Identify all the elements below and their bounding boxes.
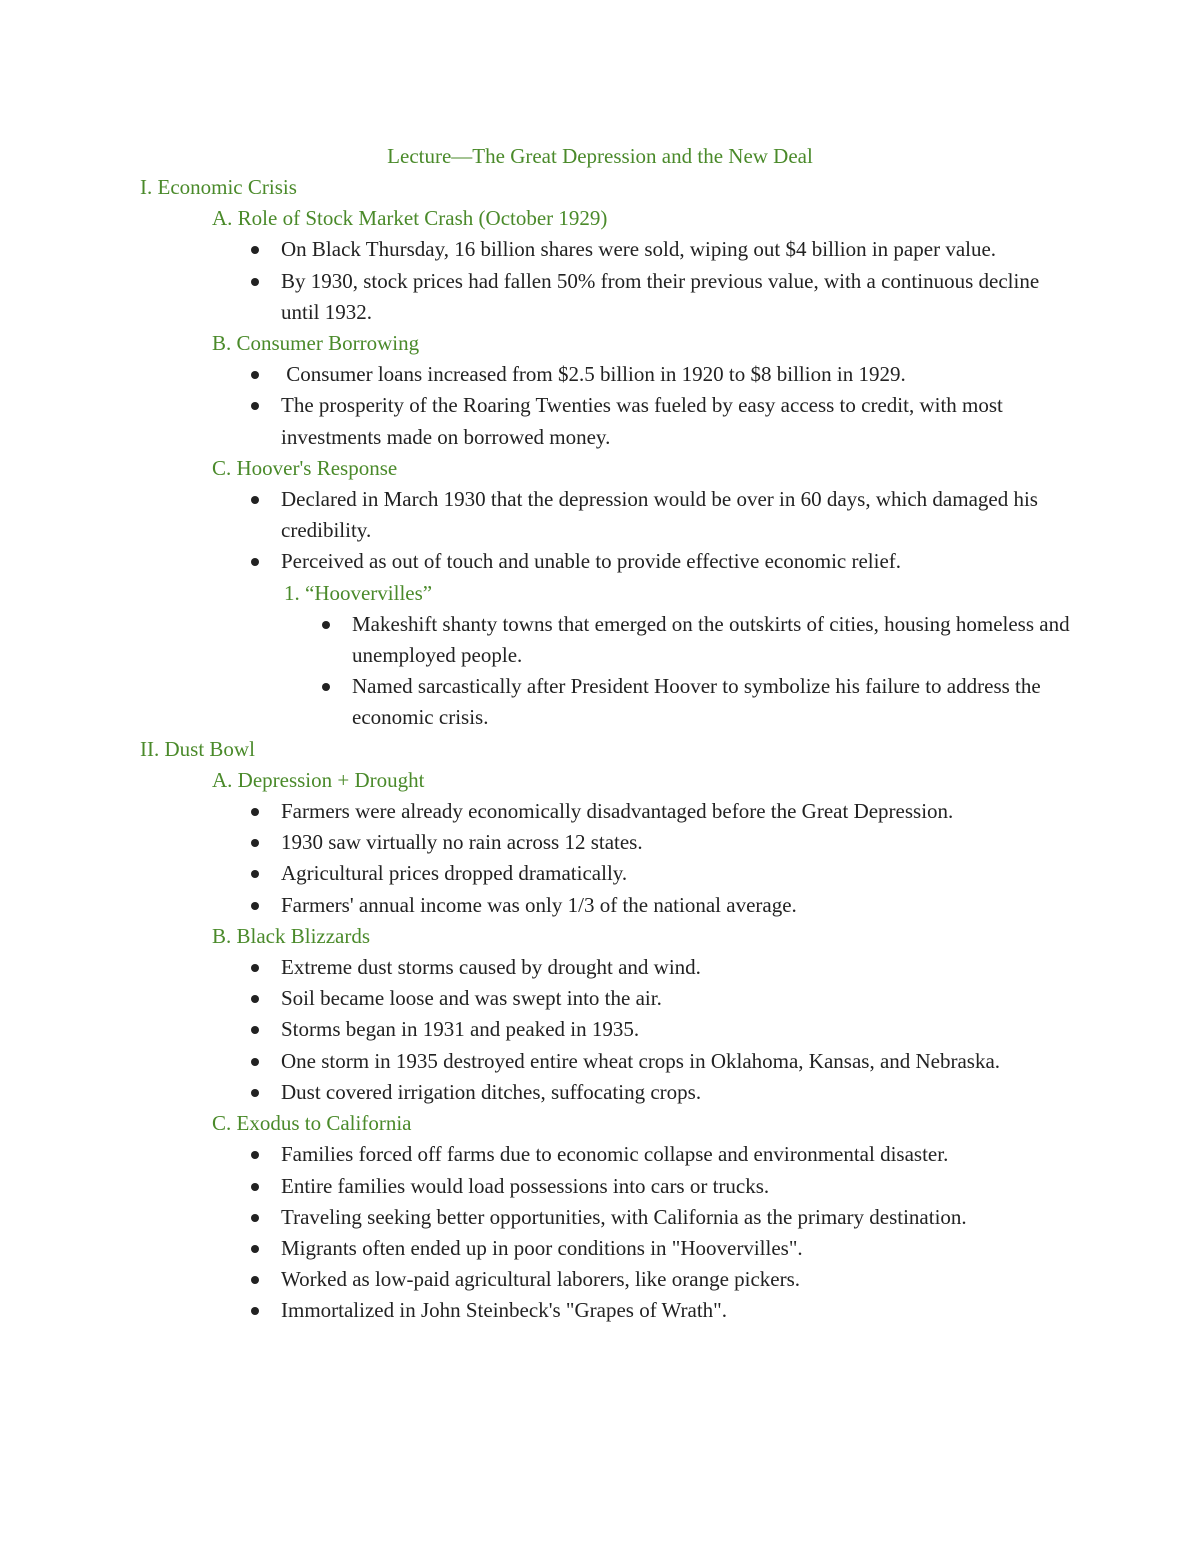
list-item: By 1930, stock prices had fallen 50% from their previous value, with a continuous decline until 1932. [140, 266, 1070, 328]
list-item: Immortalized in John Steinbeck's "Grapes of Wrath". [140, 1295, 1070, 1326]
list-item: Farmers were already economically disadvantaged before the Great Depression. [140, 796, 1070, 827]
list-item: Soil became loose and was swept into the air. [140, 983, 1070, 1014]
bullet-icon [251, 1245, 259, 1253]
section-economic-crisis [140, 172, 1070, 734]
list-item: Perceived as out of touch and unable to provide effective economic relief. [140, 546, 1070, 577]
page-title: Lecture—The Great Depression and the New Deal [387, 144, 813, 168]
bullet-icon [251, 558, 259, 566]
bullet-list [140, 609, 1070, 734]
bullet-icon [251, 1089, 259, 1097]
bullet-icon [251, 1151, 259, 1159]
bullet-icon [251, 1058, 259, 1066]
list-item: The prosperity of the Roaring Twenties was fueled by easy access to credit, with most investments made on borrowed money. [140, 390, 1070, 452]
subsection-heading: C. Exodus to California [212, 1111, 412, 1136]
bullet-icon [251, 964, 259, 972]
list-item: Agricultural prices dropped dramatically. [140, 858, 1070, 889]
list-item: One storm in 1935 destroyed entire wheat crops in Oklahoma, Kansas, and Nebraska. [140, 1046, 1070, 1077]
section-heading: II. Dust Bowl [140, 736, 255, 761]
subsection-heading: B. Consumer Borrowing [212, 331, 420, 356]
bullet-icon [251, 1276, 259, 1284]
bullet-icon [251, 1183, 259, 1191]
bullet-icon [251, 1026, 259, 1034]
section-heading: I. Economic Crisis [140, 175, 297, 199]
list-item: Declared in March 1930 that the depression would be over in 60 days, which damaged his credibility. [140, 484, 1070, 546]
list-item: Worked as low-paid agricultural laborers, like orange pickers. [140, 1264, 1070, 1295]
bullet-icon [251, 371, 259, 379]
list-item: Entire families would load possessions into cars or trucks. [140, 1171, 1070, 1202]
list-item: Farmers' annual income was only 1/3 of the national average. [140, 890, 1070, 921]
subsection-heading: B. Black Blizzards [212, 923, 371, 948]
bullet-list [140, 484, 1070, 578]
bullet-icon [251, 278, 259, 286]
bullet-icon [251, 995, 259, 1003]
list-item: Storms began in 1931 and peaked in 1935. [140, 1014, 1070, 1045]
bullet-list [140, 1139, 1070, 1326]
bullet-list [140, 359, 1070, 453]
subsection-heading: C. Hoover's Response [212, 455, 398, 480]
list-item: Migrants often ended up in poor conditions in "Hoovervilles". [140, 1233, 1070, 1264]
bullet-icon [322, 683, 330, 691]
list-item: 1930 saw virtually no rain across 12 states. [140, 827, 1070, 858]
bullet-icon [251, 1307, 259, 1315]
bullet-list [140, 796, 1070, 921]
bullet-list [140, 234, 1070, 328]
list-item: On Black Thursday, 16 billion shares were sold, wiping out $4 billion in paper value. [140, 234, 1070, 265]
bullet-icon [251, 402, 259, 410]
bullet-icon [251, 246, 259, 254]
bullet-icon [251, 902, 259, 910]
list-item: Dust covered irrigation ditches, suffocating crops. [140, 1077, 1070, 1108]
list-item: Traveling seeking better opportunities, with California as the primary destination. [140, 1202, 1070, 1233]
sub-subsection-heading: 1. “Hoovervilles” [284, 580, 433, 605]
list-item: Families forced off farms due to economic collapse and environmental disaster. [140, 1139, 1070, 1170]
bullet-icon [251, 1214, 259, 1222]
section-dust-bowl [140, 734, 1070, 1327]
bullet-icon [251, 870, 259, 878]
bullet-icon [251, 496, 259, 504]
bullet-icon [251, 808, 259, 816]
list-item: Makeshift shanty towns that emerged on the outskirts of cities, housing homeless and unemployed people. [140, 609, 1070, 671]
list-item: Named sarcastically after President Hoover to symbolize his failure to address the economic crisis. [140, 671, 1070, 733]
bullet-icon [322, 621, 330, 629]
lecture-outline [140, 172, 1070, 1327]
list-item: Consumer loans increased from $2.5 billion in 1920 to $8 billion in 1929. [140, 359, 1070, 390]
list-item: Extreme dust storms caused by drought and wind. [140, 952, 1070, 983]
subsection-heading: A. Depression + Drought [212, 767, 425, 792]
bullet-icon [251, 839, 259, 847]
subsection-heading: A. Role of Stock Market Crash (October 1929) [212, 206, 608, 231]
bullet-list [140, 952, 1070, 1108]
